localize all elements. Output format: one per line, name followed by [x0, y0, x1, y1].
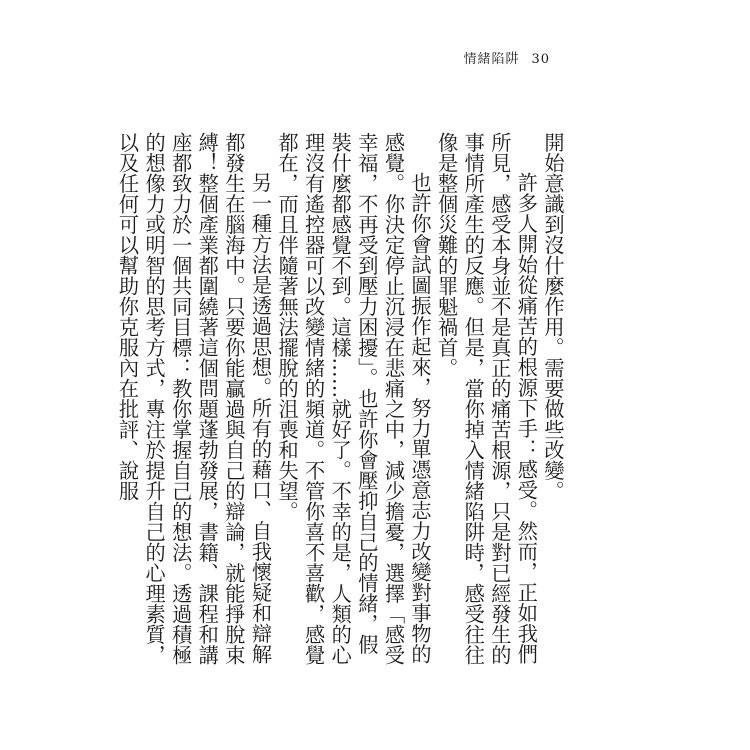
paragraph: 另一種方法是透過思想。所有的藉口、自我懷疑和辯解都發生在腦海中。只要你能贏過與自己的辯論，就能掙脫束縛！整個產業都圍繞著這個問題蓬勃發展，書籍、課程和講座都致力於一個共同目標：教你掌握自己的想法。透過積極的想像力或明智的思考方式，專注於提升自己的心理素質，以及任何可以幫助你克服內在批評、說服: [115, 132, 273, 665]
body-text: [115, 132, 566, 674]
chapter-title: 情緒陷阱: [463, 52, 520, 67]
paragraph: 許多人開始從痛苦的根源下手：感受。然而，正如我們所見，感受本身並不是真正的痛苦根源，只是對已經發生的事情所產生的反應。但是，當你掉入情緒陷阱時，感受往往像是整個災難的罪魁禍首。: [434, 132, 539, 665]
page-number: 30: [531, 52, 550, 67]
paragraph: 開始意識到沒什麼作用。需要做些改變。: [541, 132, 565, 501]
running-head: [463, 48, 550, 67]
paragraph: 也許你會試圖振作起來，努力單憑意志力改變對事物的感覺。你決定停止沉浸在悲痛之中，減少擔憂，選擇「感受幸福，不再受到壓力困擾」。也許你會壓抑自己的情緒，假裝什麼都感覺不到。這樣……就好了。不幸的是，人類的心理沒有遙控器可以改變情緒的頻道。不管你喜不喜歡，感覺都在，而且伴隨著無法擺脫的沮喪和失望。: [275, 132, 433, 665]
